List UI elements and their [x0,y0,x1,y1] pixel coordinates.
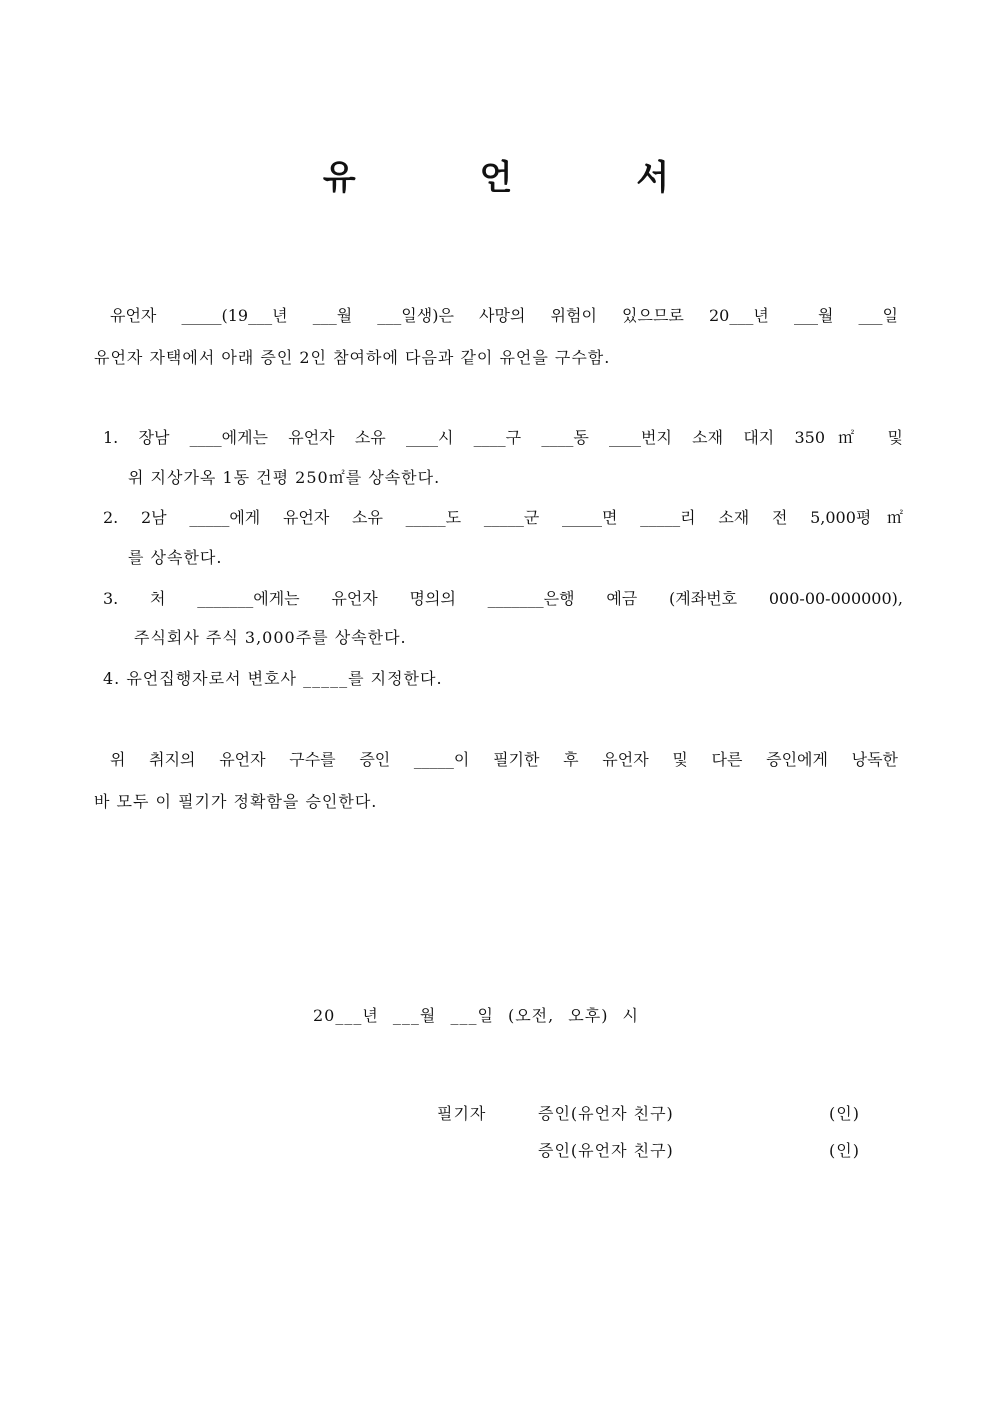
item-2-line-1: 2. 2남 _____에게 유언자 소유 _____도 _____군 _____면 _____리 소재 전 5,000평㎡ [103,508,903,527]
witness-1-label: 증인(유언자 친구) [538,1104,674,1123]
closing-line-1: 위 취지의 유언자 구수를 증인 _____이 필기한 후 유언자 및 다른 증인에게 낭독한 [110,750,898,769]
witness-2-label: 증인(유언자 친구) [538,1141,674,1160]
intro-line-2: 유언자 자택에서 아래 증인 2인 참여하에 다음과 같이 유언을 구수함. [94,348,611,367]
item-3-line-1: 3. 처 _______에게는 유언자 명의의 _______은행 예금 (계좌번호 000-00-000000), [103,589,903,608]
closing-line-2: 바 모두 이 필기가 정확함을 승인한다. [94,792,378,811]
date-line: 20___년 ___월 ___일 (오전, 오후) 시 [313,1006,640,1025]
seal-2: (인) [829,1141,860,1160]
item-1-line-1: 1. 장남 ____에게는 유언자 소유 ____시 ____구 ____동 ____번지 소재 대지 350㎡ 및 [103,428,903,447]
item-4-line-1: 4. 유언집행자로서 변호사 _____를 지정한다. [103,669,443,688]
item-2-line-2: 를 상속한다. [128,548,223,567]
writer-label: 필기자 [437,1104,487,1123]
intro-line-1: 유언자 _____(19___년 ___월 ___일생)은 사망의 위험이 있으므로 20___년 ___월 ___일 [110,306,898,325]
page-title: 유 언 서 [322,158,726,198]
item-1-line-2: 위 지상가옥 1동 건평 250㎡를 상속한다. [128,468,441,487]
item-3-line-2: 주식회사 주식 3,000주를 상속한다. [134,628,407,647]
seal-1: (인) [829,1104,860,1123]
